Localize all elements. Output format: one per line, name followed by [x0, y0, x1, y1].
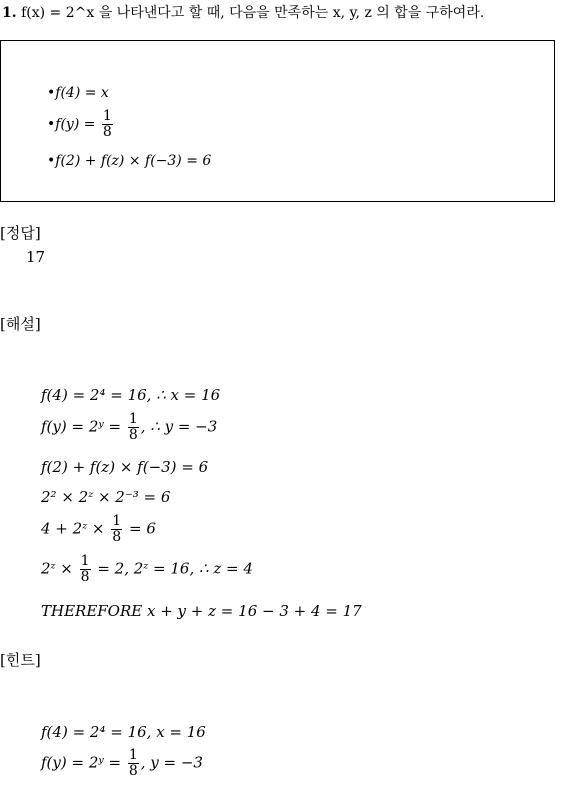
hint-label: [힌트]: [0, 651, 41, 669]
condition-3: [47, 153, 211, 169]
denominator: 8: [128, 763, 138, 779]
answer-value: 17: [26, 248, 46, 266]
condition-expr: f(4) = x: [55, 85, 109, 101]
denominator: 8: [112, 529, 122, 545]
fraction: [80, 554, 91, 585]
expr-pre: f(y) = 2ʸ =: [41, 753, 122, 772]
expr-post: , ∴ y = −3: [140, 417, 218, 436]
solution-line-3: f(2) + f(z) × f(−3) = 6: [41, 458, 209, 476]
problem-statement: [2, 2, 484, 22]
numerator: 1: [102, 108, 112, 124]
hint-line-1: f(4) = 2⁴ = 16, x = 16: [41, 723, 206, 741]
answer-label: [정답]: [0, 224, 41, 242]
expr-pre: 2ᶻ ×: [41, 559, 73, 578]
solution-line-1: f(4) = 2⁴ = 16, ∴ x = 16: [41, 386, 221, 404]
solution-line-4: 2² × 2ᶻ × 2⁻³ = 6: [41, 488, 171, 506]
fraction: [111, 514, 122, 545]
expr-pre: 4 + 2ᶻ ×: [41, 519, 105, 538]
denominator: 8: [80, 569, 90, 585]
solution-line-6: [41, 554, 253, 585]
bullet: •: [47, 153, 56, 169]
expr-pre: f(y) = 2ʸ =: [41, 417, 122, 436]
numerator: 1: [128, 411, 138, 427]
solution-line-7: THEREFORE x + y + z = 16 − 3 + 4 = 17: [41, 602, 362, 620]
numerator: 1: [112, 513, 122, 529]
hint-line-2: [41, 748, 203, 779]
fraction: [128, 412, 139, 443]
bullet: •: [47, 85, 56, 101]
fraction: [128, 748, 139, 779]
expr-post: = 2, 2ᶻ = 16, ∴ z = 4: [97, 559, 253, 578]
condition-expr: f(y) =: [55, 116, 96, 133]
expr-post: , y = −3: [140, 753, 203, 772]
condition-expr: f(2) + f(z) × f(−3) = 6: [55, 153, 212, 169]
conditions-box: [0, 40, 555, 202]
fraction: [102, 109, 113, 140]
numerator: 1: [80, 553, 90, 569]
expr-post: = 6: [129, 519, 156, 538]
problem-text: f(x) = 2^x 을 나타낸다고 할 때, 다음을 만족하는 x, y, z 의 합을 구하여라.: [21, 5, 485, 21]
denominator: 8: [128, 427, 138, 443]
condition-1: [47, 85, 109, 101]
bullet: •: [47, 116, 56, 133]
condition-2: [47, 109, 115, 140]
problem-number: 1.: [2, 5, 17, 21]
denominator: 8: [102, 124, 112, 140]
numerator: 1: [128, 747, 138, 763]
solution-label: [해설]: [0, 315, 41, 333]
solution-line-2: [41, 412, 217, 443]
solution-line-5: [41, 514, 156, 545]
